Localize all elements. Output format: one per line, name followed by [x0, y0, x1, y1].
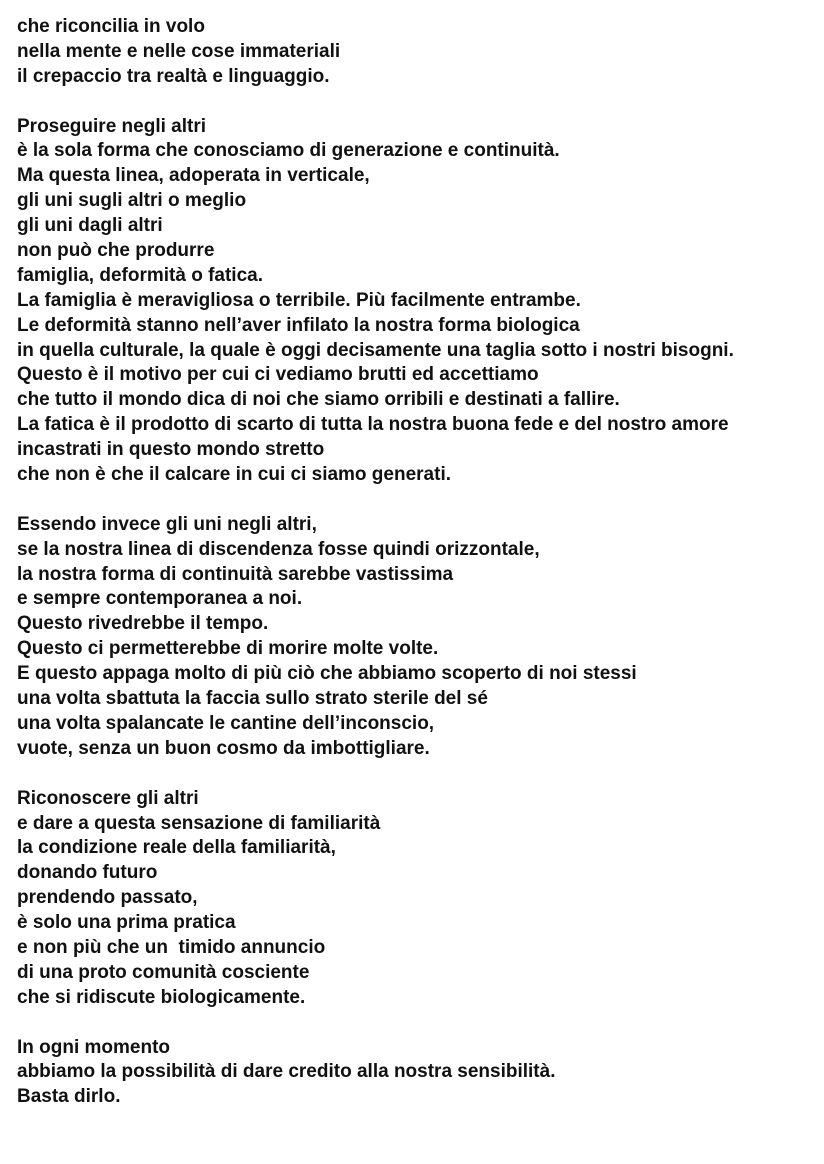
poem-line: che non è che il calcare in cui ci siamo generati. [17, 464, 452, 486]
poem-line: la nostra forma di continuità sarebbe vastissima [17, 563, 454, 585]
poem-line: In ogni momento [17, 1036, 171, 1058]
poem-line: una volta spalancate le cantine dell’inconscio, [17, 712, 435, 734]
poem-line: e sempre contemporanea a noi. [17, 588, 303, 610]
poem-line: abbiamo la possibilità di dare credito alla nostra sensibilità. [17, 1061, 556, 1083]
poem-line: la condizione reale della familiarità, [17, 837, 336, 859]
poem-line: famiglia, deformità o fatica. [17, 264, 263, 286]
poem-line: di una proto comunità cosciente [17, 961, 310, 983]
poem-line: Le deformità stanno nell’aver infilato la nostra forma biologica [17, 314, 580, 336]
poem-line: e non più che un timido annuncio [17, 936, 326, 958]
poem-line: Questo ci permetterebbe di morire molte volte. [17, 638, 439, 660]
poem-line: se la nostra linea di discendenza fosse quindi orizzontale, [17, 538, 540, 560]
poem-line: La famiglia è meravigliosa o terribile. Più facilmente entrambe. [17, 289, 581, 311]
poem-line: Proseguire negli altri [17, 115, 206, 137]
poem-line: Basta dirlo. [17, 1086, 121, 1108]
poem-line: è la sola forma che conosciamo di generazione e continuità. [17, 140, 560, 162]
poem-line: che si ridiscute biologicamente. [17, 986, 306, 1008]
poem-line: nella mente e nelle cose immateriali [17, 40, 341, 62]
stanza [17, 1036, 817, 1111]
poem-line: Questo è il motivo per cui ci vediamo brutti ed accettiamo [17, 364, 539, 386]
poem-line: una volta sbattuta la faccia sullo strato sterile del sé [17, 688, 488, 710]
poem-line: che tutto il mondo dica di noi che siamo orribili e destinati a fallire. [17, 389, 620, 411]
poem-line: gli uni dagli altri [17, 215, 163, 237]
poem-line: è solo una prima pratica [17, 912, 236, 934]
poem-line: Essendo invece gli uni negli altri, [17, 513, 317, 535]
poem-line: prendendo passato, [17, 887, 198, 909]
poem-line: il crepaccio tra realtà e linguaggio. [17, 65, 330, 87]
poem-line: e dare a questa sensazione di familiarità [17, 812, 381, 834]
poem-line: donando futuro [17, 862, 158, 884]
poem-page [17, 15, 817, 1135]
stanza [17, 115, 817, 488]
stanza [17, 513, 817, 762]
poem-line: incastrati in questo mondo stretto [17, 439, 325, 461]
stanza [17, 787, 817, 1011]
poem-line: gli uni sugli altri o meglio [17, 190, 247, 212]
poem-line: che riconcilia in volo [17, 16, 205, 37]
poem-line: in quella culturale, la quale è oggi decisamente una taglia sotto i nostri bisogni. [17, 339, 734, 361]
stanza [17, 15, 817, 90]
poem-line: non può che produrre [17, 240, 215, 262]
poem-line: Questo rivedrebbe il tempo. [17, 613, 269, 635]
poem-line: vuote, senza un buon cosmo da imbottigliare. [17, 737, 430, 759]
poem-line: Ma questa linea, adoperata in verticale, [17, 165, 370, 187]
poem-line: E questo appaga molto di più ciò che abbiamo scoperto di noi stessi [17, 663, 637, 685]
poem-line: Riconoscere gli altri [17, 787, 199, 809]
poem-line: La fatica è il prodotto di scarto di tutta la nostra buona fede e del nostro amore [17, 414, 729, 436]
